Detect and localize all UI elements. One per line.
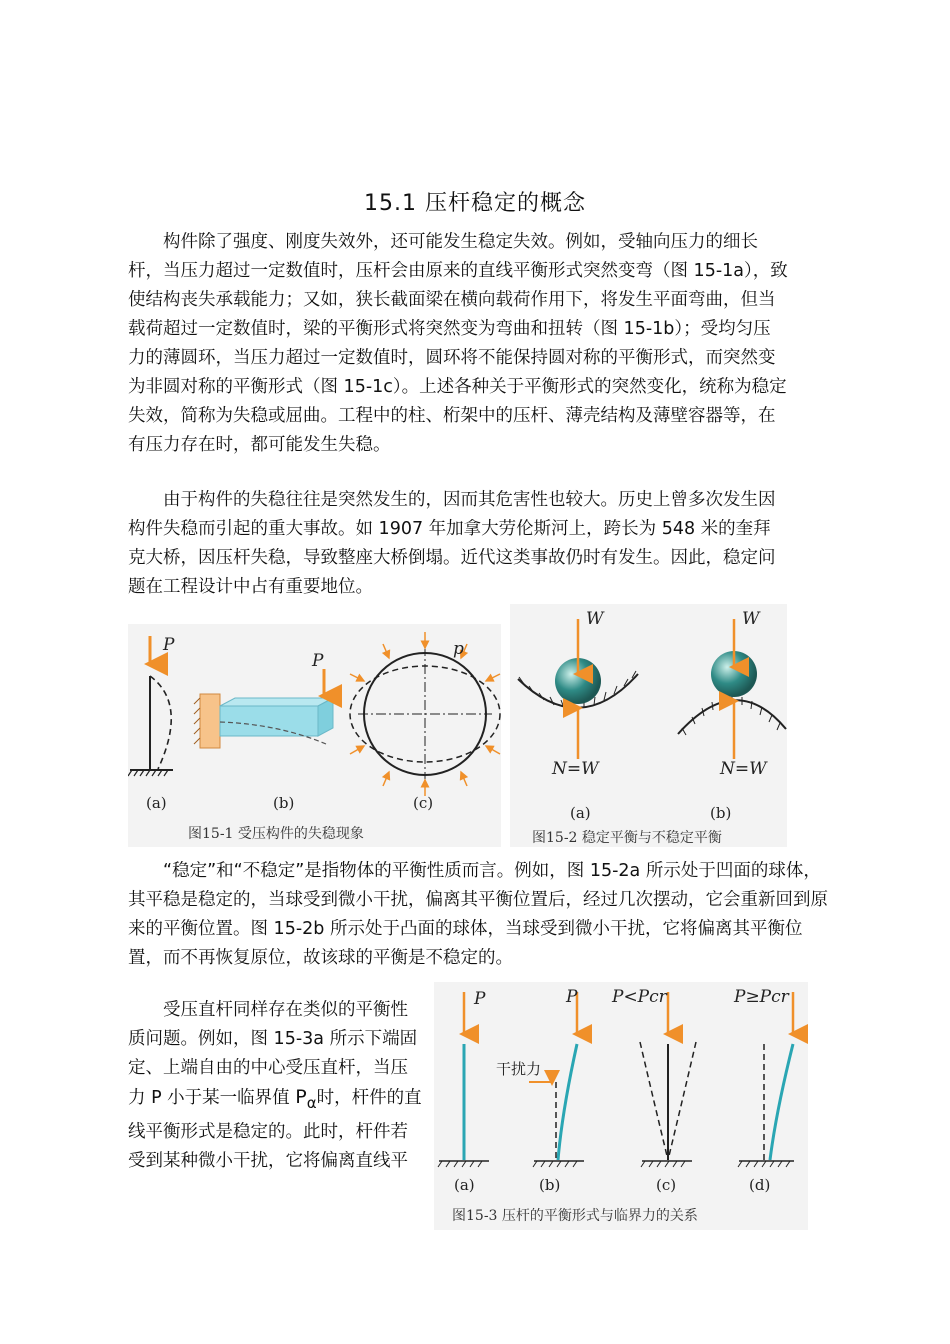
fig15-3-caption: 图15-3 压杆的平衡形式与临界力的关系	[452, 1208, 698, 1224]
fig15-3-label-b: (b)	[539, 1176, 561, 1194]
fig15-1-label-b: (b)	[273, 794, 295, 812]
fig15-1-load-a: P	[163, 635, 175, 655]
fig15-2-weight-a: W	[586, 609, 604, 629]
fig15-2-reaction-a: N=W	[552, 759, 599, 779]
paragraph-4-text-b: 时，杆件的直线平衡形式是稳定的。此时，杆件若受到某种微小干扰，它将偏离直线平	[128, 1088, 422, 1171]
fig15-3-disturbance: 干扰力	[496, 1060, 542, 1078]
fig15-2-reaction-b: N=W	[720, 759, 767, 779]
section-title: 15.1 压杆稳定的概念	[364, 191, 586, 216]
paragraph-3	[128, 857, 828, 973]
fig15-2-weight-b: W	[742, 609, 760, 629]
fig15-3-load-a: P	[474, 989, 486, 1009]
fig15-3-label-d: (d)	[749, 1176, 771, 1194]
buckling-column-a	[128, 635, 175, 776]
paragraph-2	[128, 486, 788, 602]
figure-15-3	[434, 982, 808, 1230]
fig15-1-load-c: p	[453, 639, 464, 659]
ball-on-convex-b	[678, 609, 786, 822]
paragraph-1	[128, 228, 788, 460]
column-disturbed-b	[496, 987, 578, 1160]
fig15-2-label-a: (a)	[570, 804, 591, 822]
paragraph-3-text: “稳定”和“不稳定”是指物体的平衡性质而言。例如，图 15-2a 所示处于凹面的球体，其平稳是稳定的，当球受到微小干扰，偏离其平衡位置后，经过几次摆动，它会重新回到原来的平衡位置。图 15-2b 所示处于凸面的球体，当球受到微小干扰，它将偏离其平衡位置，而不再恢复原位，故该球的平衡是不稳定的。	[128, 861, 828, 968]
fig15-3-label-c: (c)	[656, 1176, 677, 1194]
fig15-2-label-b: (b)	[710, 804, 732, 822]
paragraph-1-text: 构件除了强度、刚度失效外，还可能发生稳定失效。例如，受轴向压力的细长杆，当压力超过一定数值时，压杆会由原来的直线平衡形式突然变弯（图 15-1a），致使结构丧失承载能力；又如，狭长截面梁在横向载荷作用下，将发生平面弯曲，但当载荷超过一定数值时，梁的平衡形式将突然变为弯曲和扭转（图 15-1b）；受均匀压力的薄圆环，当压力超过一定数值时，圆环将不能保持圆对称的平衡形式，而突然变为非圆对称的平衡形式（图 15-1c）。上述各种关于平衡形式的突然变化，统称为稳定失效，简称为失稳或屈曲。工程中的柱、桁架中的压杆、薄壳结构及薄壁容器等，在有压力存在时，都可能发生失稳。	[128, 232, 788, 455]
fig15-3-load-c: P<Pcr	[612, 987, 667, 1007]
fig15-1-label-a: (a)	[146, 794, 167, 812]
fig15-1-caption: 图15-1 受压构件的失稳现象	[188, 826, 364, 842]
ball-in-concave-a	[518, 609, 638, 822]
column-buckled-d	[733, 987, 793, 1160]
fig15-3-load-b: P	[566, 987, 578, 1007]
cantilever-beam-b	[194, 651, 333, 748]
figure-15-1	[128, 624, 501, 847]
fig15-3-load-d: P≥Pcr	[734, 987, 789, 1007]
column-straight-a	[464, 989, 486, 1160]
fig15-3-label-a: (a)	[454, 1176, 475, 1194]
paragraph-2-text: 由于构件的失稳往往是突然发生的，因而其危害性也较大。历史上曾多次发生因构件失稳而引起的重大事故。如 1907 年加拿大劳伦斯河上，跨长为 548 米的奎拜克大桥，因压杆失稳，导致整座大桥倒塌。近代这类事故仍时有发生。因此，稳定问题在工程设计中占有重要地位。	[128, 490, 776, 597]
fig15-2-caption: 图15-2 稳定平衡与不稳定平衡	[532, 830, 722, 846]
critical-load-symbol: $P_\alpha$	[295, 1086, 317, 1112]
paragraph-4-text-a: 受压直杆同样存在类似的平衡性质问题。例如，图 15-3a 所示下端固定、上端自由的中心受压直杆，当压力 P 小于某一临界值	[128, 1000, 418, 1108]
fig15-1-label-c: (c)	[413, 794, 434, 812]
fig15-1-load-b: P	[312, 651, 324, 671]
paragraph-4	[128, 996, 423, 1176]
figure-15-2	[510, 604, 787, 847]
column-stable-c	[611, 987, 696, 1160]
thin-ring-c	[350, 632, 500, 796]
